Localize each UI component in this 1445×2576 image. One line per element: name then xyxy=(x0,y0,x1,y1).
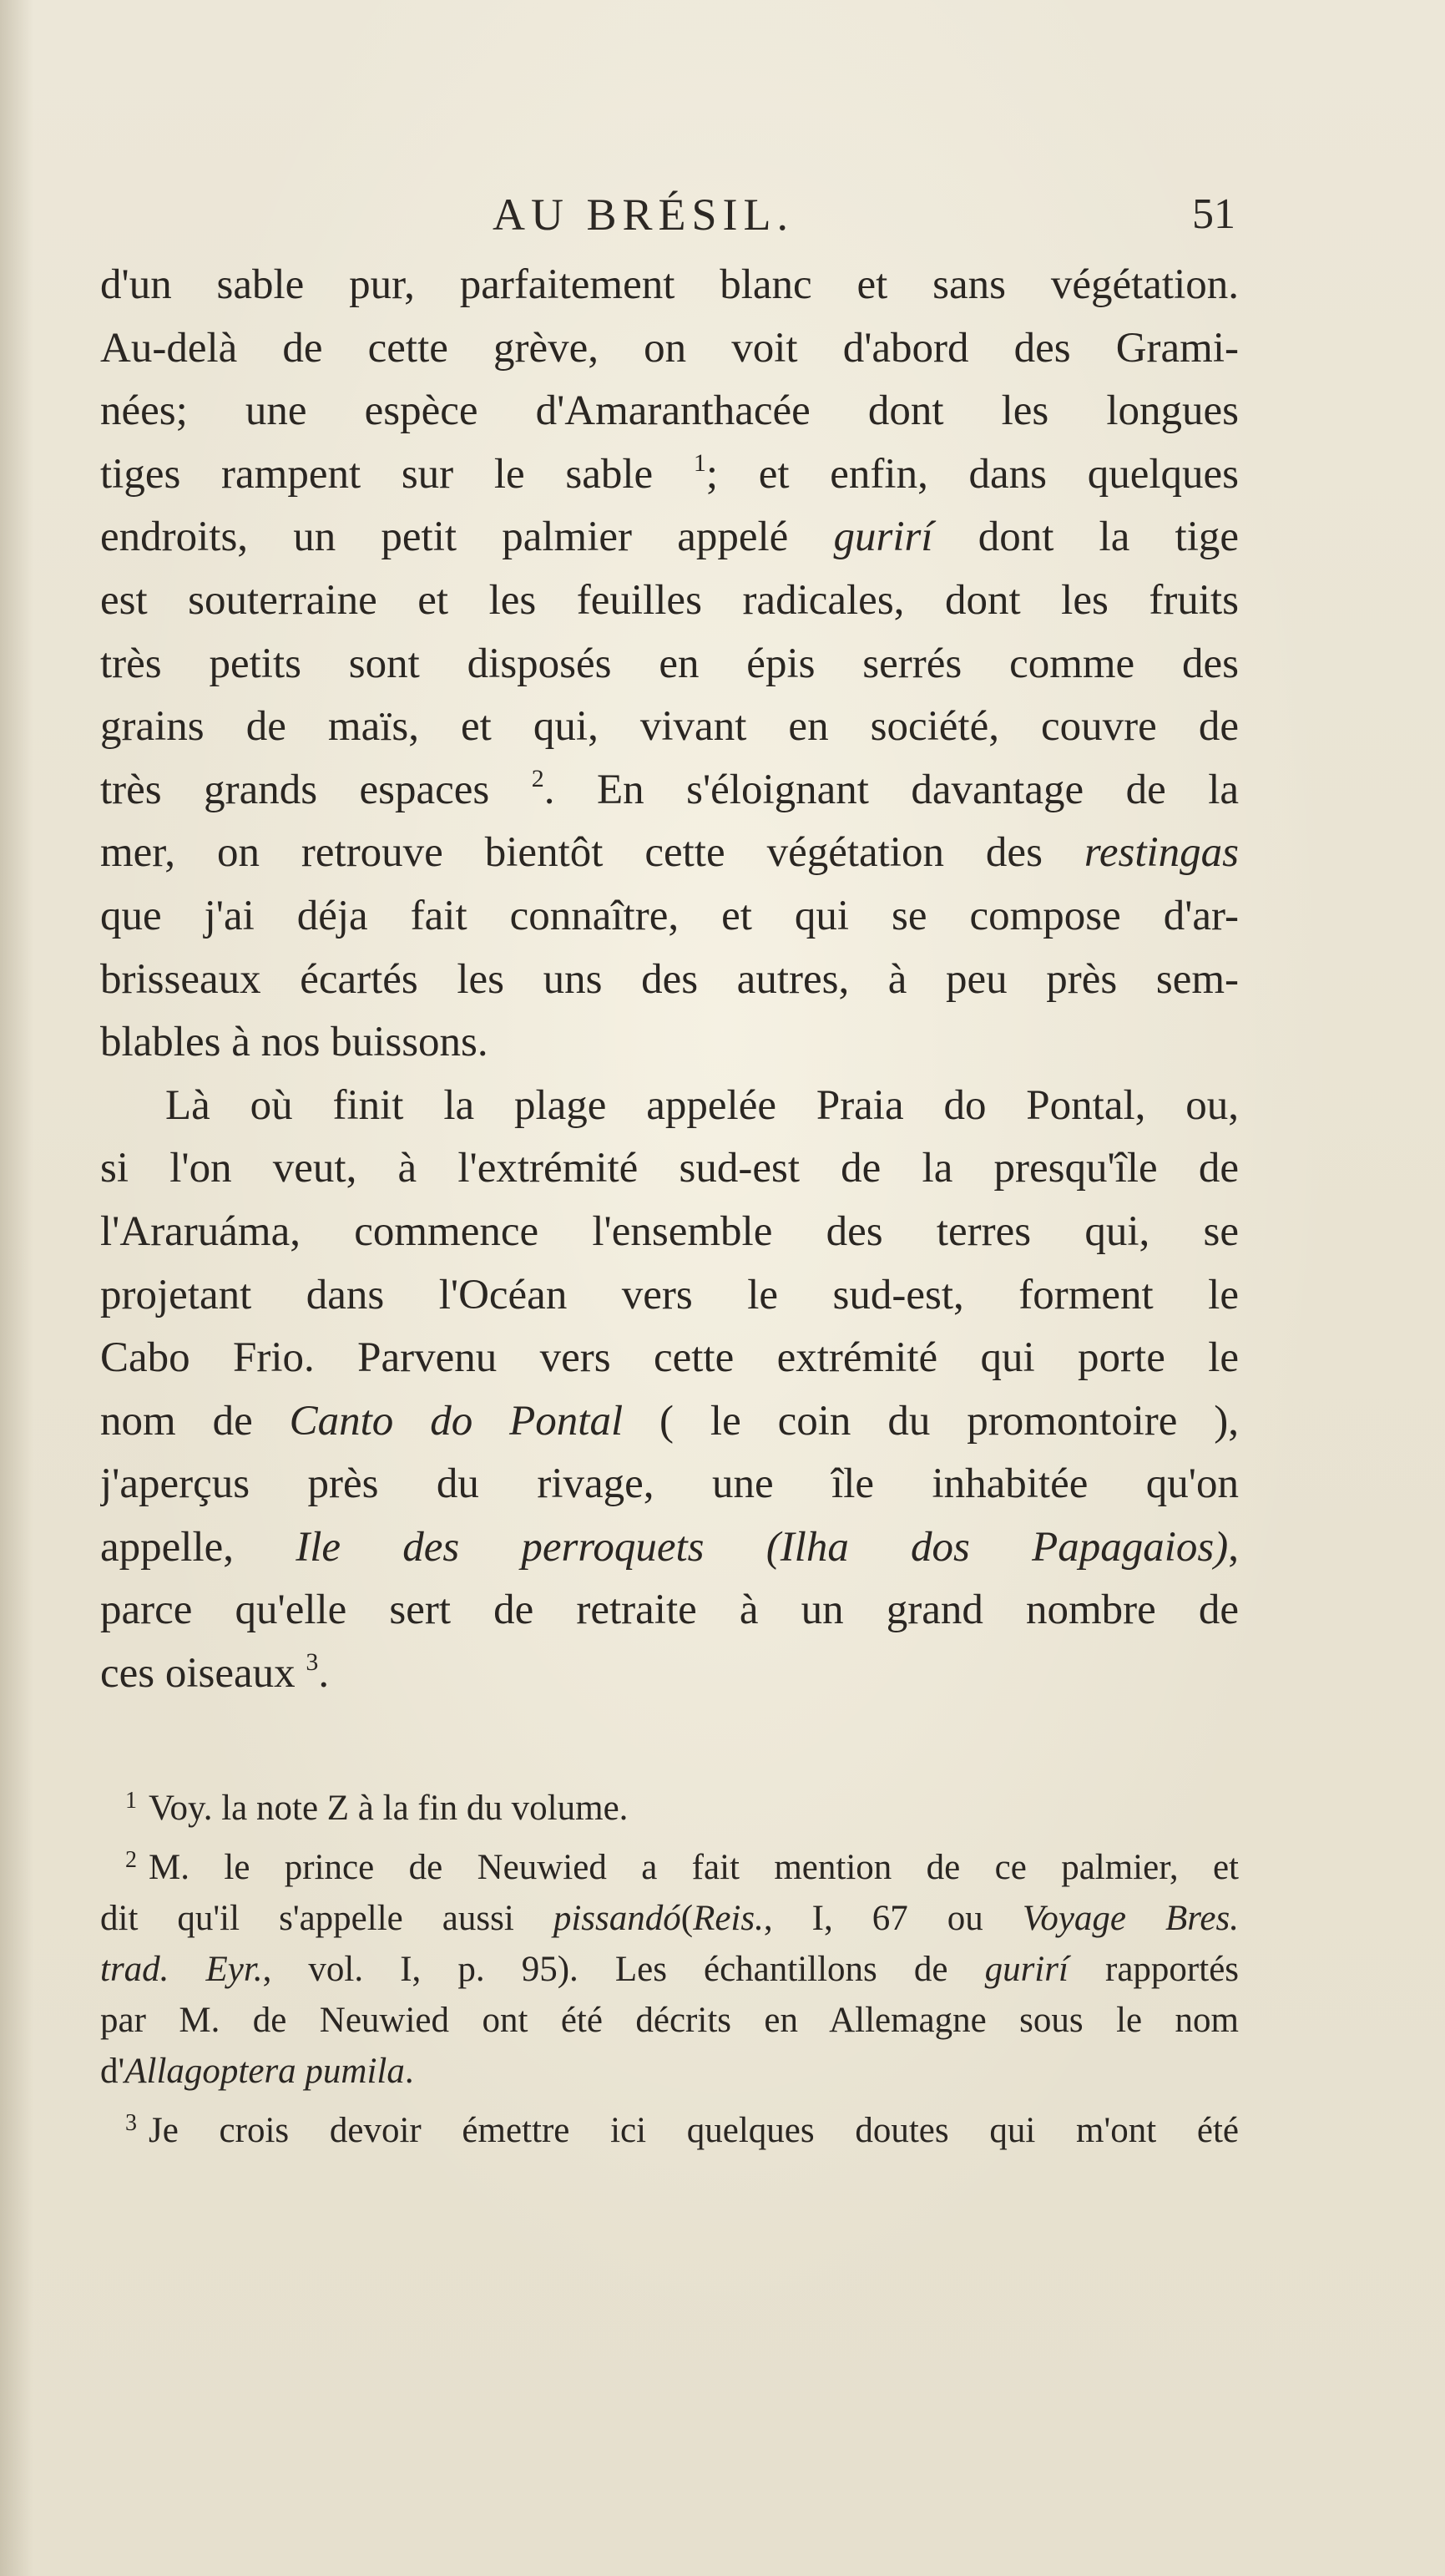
footnote-1: $^1$ Voy. la note Z à la fin du volume. xyxy=(125,1788,629,1828)
text-line: est souterraine et les feuilles radicales, dont les fruits xyxy=(100,576,1239,624)
text-line: nées; une espèce d'Amaranthacée dont les longues xyxy=(100,387,1239,435)
footnote-line: dit qu'il s'appelle aussi pissandó(Reis., I, 67 ou Voyage Bres. xyxy=(100,1899,1239,1938)
footnote-line: trad. Eyr., vol. I, p. 95). Les échantillons de gurirí rapportés xyxy=(100,1950,1239,1989)
footnote-line: d'Allagoptera pumila. xyxy=(100,2052,414,2091)
text-line: nom de Canto do Pontal ( le coin du promontoire ), xyxy=(100,1397,1239,1445)
text-line: très petits sont disposés en épis serrés comme des xyxy=(100,640,1239,687)
text-line: brisseaux écartés les uns des autres, à peu près sem- xyxy=(100,955,1239,1003)
text-line: grains de maïs, et qui, vivant en société, couvre de xyxy=(100,703,1239,751)
text-line: si l'on veut, à l'extrémité sud-est de la presqu'île de xyxy=(100,1145,1239,1192)
footnote-ref: 1 xyxy=(693,448,706,477)
italic-term: gurirí xyxy=(833,514,933,561)
footnote-number: 3 xyxy=(125,2110,137,2136)
footnote-3: $^3$ Je crois devoir émettre ici quelques doutes qui m'ont été xyxy=(125,2110,1239,2150)
text-line: tiges rampent sur le sable $^1$; et enfin, dans quelques xyxy=(100,448,1239,498)
main-text xyxy=(100,254,1239,1706)
text-line: que j'ai déja fait connaître, et qui se compose d'ar- xyxy=(100,892,1239,939)
text-line: Là où finit la plage appelée Praia do Pontal, ou, xyxy=(165,1081,1239,1129)
italic-place-name: Canto do Pontal xyxy=(289,1397,624,1445)
text-line: d'un sable pur, parfaitement blanc et sans végétation. xyxy=(100,261,1239,308)
text-line: blables à nos buissons. xyxy=(100,1019,488,1066)
text-line: projetant dans l'Océan vers le sud-est, forment le xyxy=(100,1271,1239,1318)
text-line: endroits, un petit palmier appelé gurirí dont la tige xyxy=(100,514,1239,561)
text-line: appelle, Ile des perroquets (Ilha dos Papagaios), xyxy=(100,1523,1239,1571)
footnote-number: 2 xyxy=(125,1847,137,1873)
text-line: Au-delà de cette grève, on voit d'abord des Grami- xyxy=(100,324,1239,372)
footnote-ref: 2 xyxy=(531,764,544,792)
footnote-2: $^2$ M. le prince de Neuwied a fait mention de ce palmier, et xyxy=(125,1847,1239,1887)
gutter-shadow xyxy=(0,0,33,2576)
text-line: très grands espaces $^2$. En s'éloignant davantage de la xyxy=(100,764,1239,813)
footnote-ref: 3 xyxy=(306,1648,319,1677)
page-number: 51 xyxy=(1192,190,1235,238)
text-line: Cabo Frio. Parvenu vers cette extrémité qui porte le xyxy=(100,1334,1239,1382)
text-line: parce qu'elle sert de retraite à un grand nombre de xyxy=(100,1587,1239,1634)
running-head: AU BRÉSIL. xyxy=(493,190,795,240)
page-header xyxy=(100,185,1235,244)
footnotes xyxy=(100,1783,1239,2156)
text-line: j'aperçus près du rivage, une île inhabitée qu'on xyxy=(100,1460,1239,1508)
text-line: mer, on retrouve bientôt cette végétation des restingas xyxy=(100,829,1239,877)
italic-place-name: Ile des perroquets (Ilha dos Papagaios) xyxy=(296,1523,1229,1571)
italic-term: restingas xyxy=(1084,829,1239,877)
footnote-line: par M. de Neuwied ont été décrits en Allemagne sous le nom xyxy=(100,2001,1239,2040)
text-line: l'Araruáma, commence l'ensemble des terres qui, se xyxy=(100,1207,1239,1255)
text-line: ces oiseaux $^3$. xyxy=(100,1648,330,1698)
footnote-number: 1 xyxy=(125,1788,137,1814)
